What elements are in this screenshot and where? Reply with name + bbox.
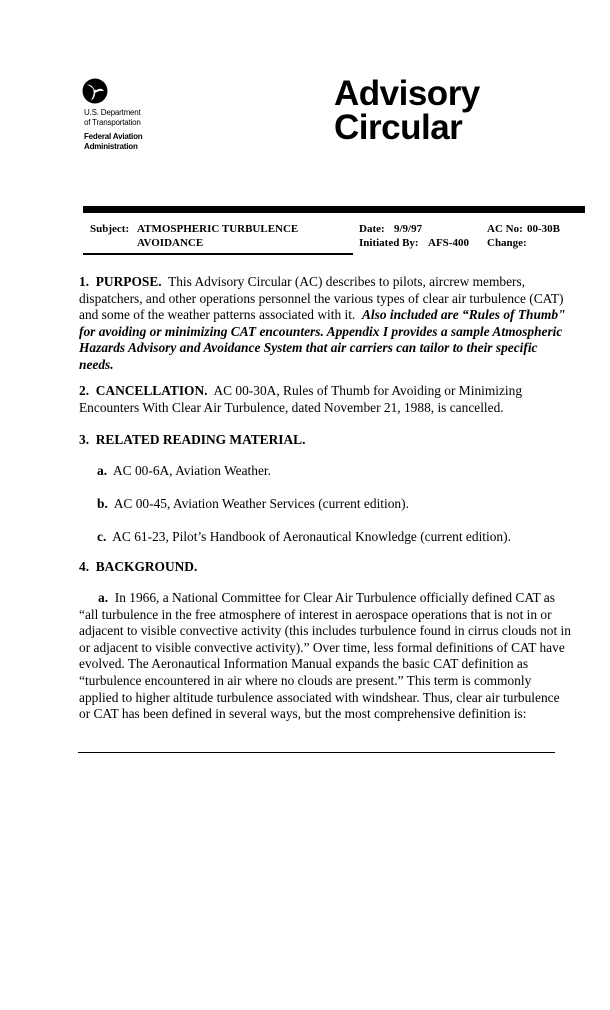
cancellation-text: AC 00-30A, Rules of Thumb for Avoiding or Minimizing Encounters With Clear Air Turbulence, dated November 21, 1988, is cancelled. <box>79 383 523 415</box>
related-item-c-text: AC 61-23, Pilot’s Handbook of Aeronautical Knowledge (current edition). <box>112 529 511 544</box>
cancellation-number: 2. <box>79 383 90 398</box>
related-number: 3. <box>79 432 90 447</box>
initiated-by-value: AFS-400 <box>428 237 469 249</box>
purpose-emphasis: Also included are “Rules of Thumb" for avoiding or minimizing CAT encounters. Appendix I provides a sample Atmospheric Hazards Advisory and Avoidance System that air carriers can tailor to their specific needs. <box>79 307 566 372</box>
document-title-line-2: Circular <box>334 108 463 147</box>
related-item-b-letter: b. <box>97 496 108 511</box>
purpose-heading: PURPOSE. <box>95 274 162 289</box>
section-background-heading <box>79 559 574 576</box>
purpose-text: This Advisory Circular (AC) describes to pilots, aircrew members, dispatchers, and other operations personnel the various types of clear air turbulence (CAT) and some of the weather patterns associated with it. <box>79 274 564 323</box>
dot-logo-icon <box>82 78 108 104</box>
header-top-rule <box>83 206 585 213</box>
background-heading: BACKGROUND. <box>95 559 198 574</box>
initiated-by-label: Initiated By: <box>359 237 419 249</box>
cancellation-heading: CANCELLATION. <box>95 383 208 398</box>
ac-number-label: AC No: <box>487 223 523 235</box>
document-title-line-1: Advisory <box>334 74 480 113</box>
related-item-a-text: AC 00-6A, Aviation Weather. <box>113 463 271 478</box>
background-paragraph-a <box>79 590 574 723</box>
date-value: 9/9/97 <box>394 223 423 235</box>
footer-rule <box>78 752 555 753</box>
background-number: 4. <box>79 559 90 574</box>
related-item-b <box>97 496 409 512</box>
ac-number-value: 00-30B <box>527 223 560 235</box>
background-item-letter: a. <box>98 590 109 605</box>
agency-name-line-2: of Transportation <box>84 118 141 127</box>
change-label: Change: <box>487 237 527 249</box>
background-item-text: In 1966, a National Committee for Clear Air Turbulence officially defined CAT as “all turbulence in the free atmosphere of interest in aerospace operations that is not in or adjacent to visible convective activity (this includes turbulence found in cirrus clouds not in or adjacent to visible convective activity).” Over time, less formal definitions of CAT have evolved. The Aeronautical Information Manual expands the basic CAT definition as “turbulence encountered in air where no clouds are present.” This term is commonly applied to higher altitude turbulence associated with windshear. Thus, clear air turbulence or CAT has been defined in several ways, but the most comprehensive definition is: <box>79 590 571 722</box>
subject-bottom-rule <box>83 253 353 255</box>
section-cancellation <box>79 383 574 416</box>
section-related-heading <box>79 432 574 449</box>
agency-name-line-1: U.S. Department <box>84 108 141 117</box>
related-item-c-letter: c. <box>97 529 107 544</box>
faa-name-line-2: Administration <box>84 142 138 151</box>
related-item-b-text: AC 00-45, Aviation Weather Services (current edition). <box>113 496 409 511</box>
subject-line-1: ATMOSPHERIC TURBULENCE <box>137 223 299 235</box>
section-purpose <box>79 274 574 374</box>
faa-name-line-1: Federal Aviation <box>84 132 143 141</box>
date-label: Date: <box>359 223 385 235</box>
related-item-c <box>97 529 511 545</box>
related-heading: RELATED READING MATERIAL. <box>95 432 306 447</box>
subject-label: Subject: <box>90 223 130 235</box>
related-item-a-letter: a. <box>97 463 108 478</box>
subject-line-2: AVOIDANCE <box>137 237 204 249</box>
purpose-number: 1. <box>79 274 90 289</box>
related-item-a <box>97 463 271 479</box>
